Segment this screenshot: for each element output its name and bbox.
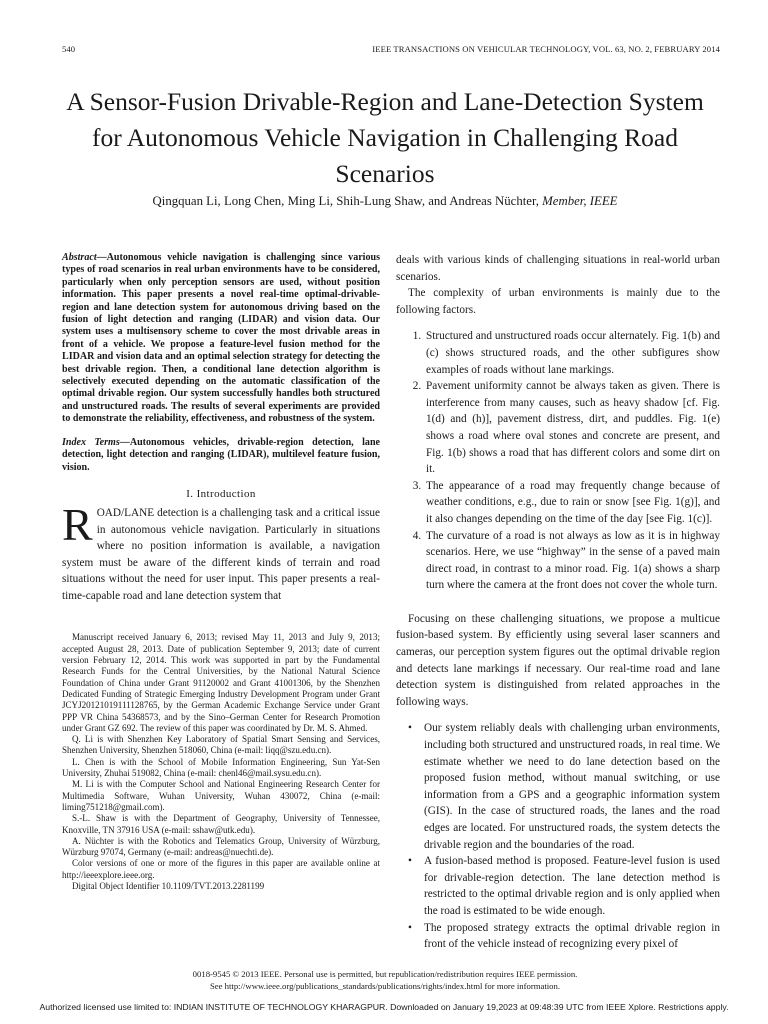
index-terms-text: —Autonomous vehicles, drivable-region detection, lane detection, light detection and ranging (LIDAR), multilevel feature fusion, vision. — [62, 436, 380, 473]
journal-header: IEEE TRANSACTIONS ON VEHICULAR TECHNOLOGY, VOL. 63, NO. 2, FEBRUARY 2014 — [372, 44, 720, 54]
footnotes — [62, 632, 380, 892]
complexity-intro: The complexity of urban environments is mainly due to the following factors. — [396, 287, 720, 316]
list-item: • A fusion-based method is proposed. Feature-level fusion is used for drivable-region detection. The lane detection method is restricted to the optimal drivable region and is only applied when the road is estimated to be wide enough. — [424, 853, 720, 919]
list-item: 3. The appearance of a road may frequently change because of weather conditions, e.g., due to rain or snow [see Fig. 1(g)], and it also changes depending on the time of the day [see Fig. 1(c)]. — [424, 478, 720, 528]
index-terms-label: Index Terms — [62, 436, 120, 448]
section-heading-introduction: I. Introduction — [186, 487, 256, 500]
contributions-list — [396, 720, 720, 952]
introduction-text: OAD/LANE detection is a challenging task and a critical issue in autonomous vehicle navigation. Particularly in situations where no position information is available, a navigation system must be aware of the different kinds of terrain and road situations without the need for user input. This paper presents a real-time-capable road and lane detection system that — [62, 506, 380, 602]
page-number: 540 — [62, 44, 76, 54]
author-names: Qingquan Li, Long Chen, Ming Li, Shih-Lung Shaw, and Andreas Nüchter, — [152, 194, 539, 208]
footnote-affiliation-chen: L. Chen is with the School of Mobile Information Engineering, Sun Yat-Sen University, Zhuhai 519082, China (e-mail: chenl46@mail.sysu.edu.cn). — [62, 756, 380, 779]
author-line — [60, 194, 710, 209]
copyright-line: 0018-9545 © 2013 IEEE. Personal use is permitted, but republication/redistribution requires IEEE permission. — [192, 969, 578, 979]
paper-title: A Sensor-Fusion Drivable-Region and Lane-Detection System for Autonomous Vehicle Navigation in Challenging Road Scenarios — [66, 87, 704, 188]
author-membership: Member, IEEE — [542, 194, 618, 208]
drop-cap: R — [62, 498, 93, 550]
rights-link-line: See http://www.ieee.org/publications_standards/publications/rights/index.html for more information. — [209, 981, 561, 991]
authorization-notice: Authorized licensed use limited to: INDIAN INSTITUTE OF TECHNOLOGY KHARAGPUR. Downloaded on January 19,2023 at 09:48:39 UTC from IEEE Xplore. Restrictions apply. — [39, 1002, 729, 1012]
footnote-affiliation-li-q: Q. Li is with Shenzhen Key Laboratory of Spatial Smart Sensing and Services, Shenzhen University, Shenzhen 518060, China (e-mail: liqq@szu.edu.cn). — [62, 734, 380, 756]
abstract-label: Abstract — [62, 252, 97, 263]
list-item: • The proposed strategy extracts the optimal drivable region in front of the vehicle instead of recognizing every pixel of — [424, 920, 720, 953]
abstract-text: —Autonomous vehicle navigation is challenging since various types of road scenarios in real urban environments have to be considered, particularly when only perception sensors are used, without position information. This paper presents a novel real-time optimal-drivable-region and lane detection system for autonomous driving based on the fusion of light detection and ranging (LIDAR) and vision data. Our system uses a multisensory scheme to cover the most drivable areas in front of a vehicle. We propose a feature-level fusion method for the LIDAR and vision data and an optimal selection strategy for detecting the best drivable region. Then, a conditional lane detection algorithm is selectively executed depending on the automatic classification of the optimal drivable region. Our system successfully handles both structured and unstructured roads. The results of several experiments are provided to demonstrate the reliability, effectiveness, and robustness of the system. — [62, 252, 380, 425]
factors-list — [396, 328, 720, 594]
right-column — [396, 252, 720, 953]
index-terms — [62, 437, 380, 474]
copyright-footer — [60, 968, 710, 992]
continuation-paragraph: deals with various kinds of challenging situations in real-world urban scenarios. — [396, 254, 720, 283]
list-item: 1. Structured and unstructured roads occur alternately. Fig. 1(b) and (c) shows structured roads, and the other subfigures show examples of roads without lane markings. — [424, 328, 720, 378]
footnote-color-versions: Color versions of one or more of the figures in this paper are available online at http://ieeexplore.ieee.org. — [62, 858, 380, 880]
introduction-paragraph — [62, 498, 380, 605]
list-item: • Our system reliably deals with challenging urban environments, including both structured and unstructured roads, in real time. We estimate whether we need to do lane detection based on the proposed fusion method, without manual switching, or use information from a GPS and a geographic information system (GIS). In the case of structured roads, the lanes and the road edges are located. For unstructured roads, the system detects the drivable region and the boundaries of the road. — [424, 720, 720, 853]
list-item: 4. The curvature of a road is not always as low as it is in highway scenarios. Here, we use “highway” in the sense of a paved main direct road, in contrast to a minor road. Fig. 1(a) shows a sharp turn where the camera at the front does not cover the whole turn. — [424, 528, 720, 594]
list-item: 2. Pavement uniformity cannot be always taken as given. There is interference from many causes, such as heavy shadow [cf. Fig. 1(d) and (h)], pavement distress, dirt, and puddles. Fig. 1(e) shows a road where oval stones and concrete are present, and Fig. 1(b) shows a road that has different colors and some dirt on it. — [424, 378, 720, 478]
focus-paragraph: Focusing on these challenging situations, we propose a multicue fusion-based system. By efficiently using several laser scanners and cameras, our perception system figures out the optimal drivable region and detects lane markings if necessary. Our real-time road and lane detection system is distinguished from related approaches in the following ways. — [396, 612, 720, 708]
left-column — [62, 252, 380, 892]
footnote-affiliation-nuchter: A. Nüchter is with the Robotics and Telematics Group, University of Würzburg, Würzburg 97074, Germany (e-mail: andreas@nuechti.de). — [62, 835, 380, 858]
footnote-affiliation-shaw: S.-L. Shaw is with the Department of Geography, University of Tennessee, Knoxville, TN 37916 USA (e-mail: sshaw@utk.edu). — [62, 813, 380, 835]
abstract — [62, 252, 380, 426]
footnote-doi: Digital Object Identifier 10.1109/TVT.2013.2281199 — [72, 881, 265, 891]
footnote-manuscript: Manuscript received January 6, 2013; revised May 11, 2013 and July 9, 2013; accepted August 28, 2013. Date of publication September 9, 2013; date of current version February 12, 2014. This work was supported in part by the Fundamental Research Funds for the Central Universities, by the National Natural Science Foundation of China under Grant 91120002 and Grant 41001306, by the Shenzhen Dedicated Funding of Strategic Emerging Industry Development Program under Grant JCYJ20121019111128765, by the German Academic Exchange Service under Grant PPP VR China 54368573, and by the Sino–German Center for Research Promotion under Grant GZ 692. The review of this paper was coordinated by Dr. M. S. Ahmed. — [62, 632, 380, 733]
footnote-affiliation-li-m: M. Li is with the Computer School and National Engineering Research Center for Multimedia Software, Wuhan University, Wuhan 430072, China (e-mail: liming751218@gmail.com). — [62, 779, 380, 812]
